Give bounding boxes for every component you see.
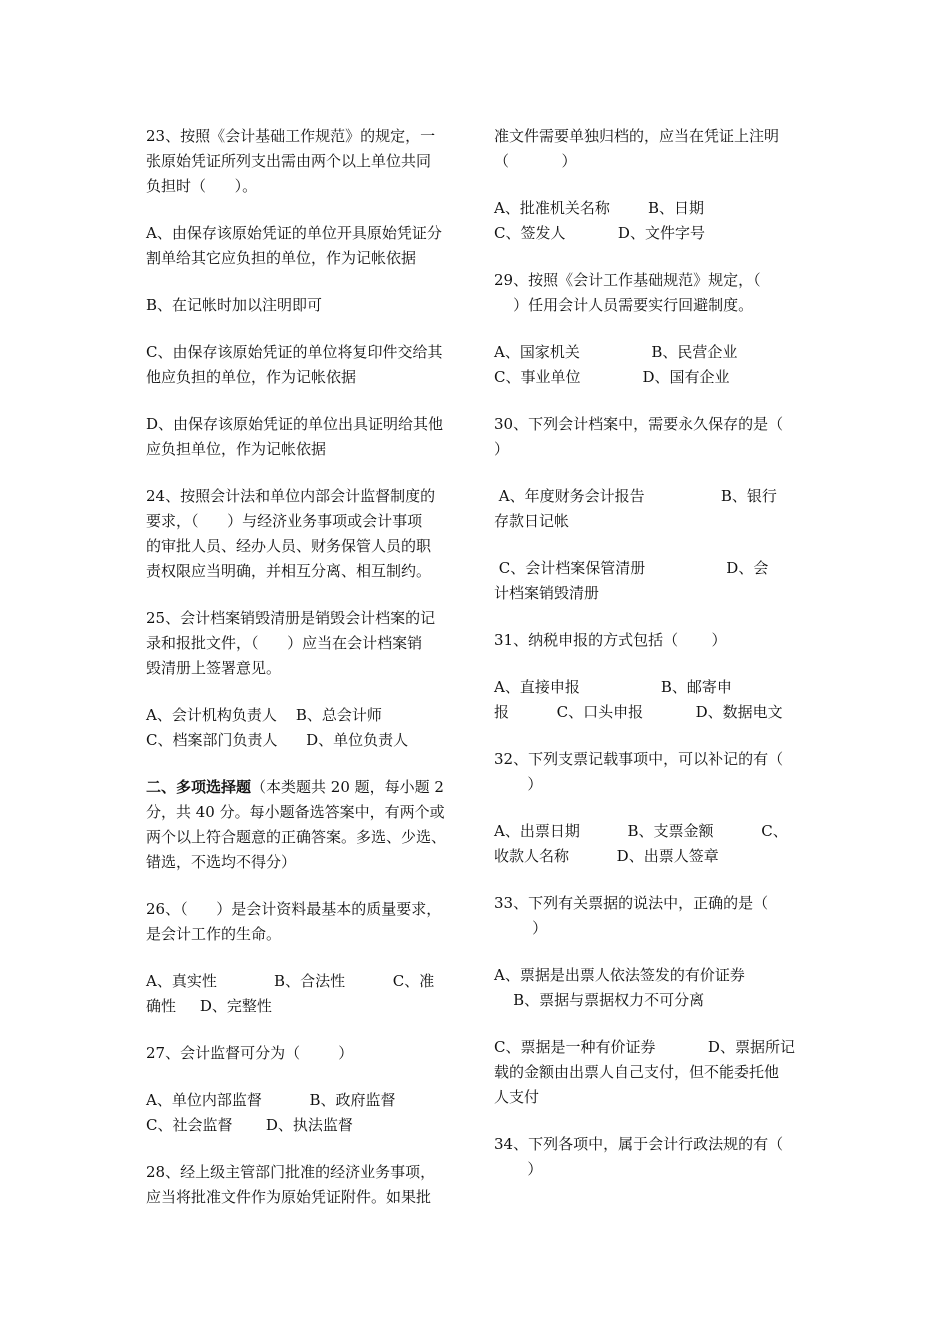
text-line: A、单位内部监督 B、政府监督: [146, 1091, 396, 1109]
text-line: 负担时（ ）。: [146, 177, 258, 195]
text-line: D、由保存该原始凭证的单位出具证明给其他: [146, 415, 444, 433]
text-line: B、在记帐时加以注明即可: [146, 296, 323, 314]
text-line: 毁清册上签署意见。: [146, 659, 282, 677]
text-line: C、签发人 D、文件字号: [494, 224, 705, 242]
text-line: 二、多项选择题（本类题共 20 题，每小题 2: [146, 778, 444, 796]
question-28: [146, 1160, 464, 1210]
option-a: [146, 221, 464, 271]
text-line: A、直接申报 B、邮寄申: [494, 678, 732, 696]
text-line: 确性 D、完整性: [146, 997, 272, 1015]
text-line: 收款人名称 D、出票人签章: [494, 847, 719, 865]
text-line: 错选，不选均不得分）: [146, 853, 297, 871]
text-line: C、事业单位 D、国有企业: [494, 368, 730, 386]
text-line: ）: [494, 919, 548, 937]
question-29: [494, 268, 812, 318]
options-30-ab: [494, 484, 812, 534]
text-line: C、档案部门负责人 D、单位负责人: [146, 731, 409, 749]
text-line: 割单给其它应负担的单位，作为记帐依据: [146, 249, 417, 267]
text-line: 25、会计档案销毁清册是销毁会计档案的记: [146, 609, 436, 627]
text-line: 32、下列支票记载事项中，可以补记的有（: [494, 750, 784, 768]
text-line: 张原始凭证所列支出需由两个以上单位共同: [146, 152, 432, 170]
text-line: A、年度财务会计报告 B、银行: [494, 487, 777, 505]
text-line: 分，共 40 分。每小题备选答案中，有两个或: [146, 803, 445, 821]
options-28: [494, 196, 812, 246]
option-c: [146, 340, 464, 390]
text-line: 要求，（ ）与经济业务事项或会计事项: [146, 512, 423, 530]
options-30-cd: [494, 556, 812, 606]
text-line: C、社会监督 D、执法监督: [146, 1116, 353, 1134]
text-line: 他应负担的单位，作为记帐依据: [146, 368, 357, 386]
question-23: [146, 124, 464, 199]
text-line: 应负担单位，作为记帐依据: [146, 440, 327, 458]
text-line: A、票据是出票人依法签发的有价证券: [494, 966, 745, 984]
text-line: 人支付: [494, 1088, 540, 1106]
options-33-cd: [494, 1035, 812, 1110]
question-34: [494, 1132, 812, 1182]
text-line: 存款日记帐: [494, 512, 570, 530]
text-line: C、由保存该原始凭证的单位将复印件交给其: [146, 343, 443, 361]
section-heading: [146, 775, 464, 875]
options-26: [146, 969, 464, 1019]
option-d: [146, 412, 464, 462]
text-line: （ ）: [494, 152, 577, 170]
left-column: [146, 124, 464, 1232]
options-27: [146, 1088, 464, 1138]
text-line: A、由保存该原始凭证的单位开具原始凭证分: [146, 224, 442, 242]
text-line: ）: [494, 1160, 543, 1178]
text-line: 的审批人员、经办人员、财务保管人员的职: [146, 537, 432, 555]
text-line: ）: [494, 775, 543, 793]
text-line: C、票据是一种有价证券 D、票据所记: [494, 1038, 795, 1056]
text-line: ）: [494, 440, 510, 458]
question-26: [146, 897, 464, 947]
text-line: 23、按照《会计基础工作规范》的规定，一: [146, 127, 436, 145]
option-b: [146, 293, 464, 318]
options-31: [494, 675, 812, 725]
text-line: 34、下列各项中，属于会计行政法规的有（: [494, 1135, 784, 1153]
text-line: 报 C、口头申报 D、数据电文: [494, 703, 783, 721]
question-24: [146, 484, 464, 584]
section-title: 二、多项选择题: [146, 778, 252, 796]
options-32: [494, 819, 812, 869]
text-line: 计档案销毁清册: [494, 584, 600, 602]
question-32: [494, 747, 812, 797]
text-line: A、国家机关 B、民营企业: [494, 343, 738, 361]
text-line: 31、纳税申报的方式包括（ ）: [494, 631, 727, 649]
question-28-continued: [494, 124, 812, 174]
text-line: 责权限应当明确，并相互分离、相互制约。: [146, 562, 432, 580]
question-27: [146, 1041, 464, 1066]
text-line: 两个以上符合题意的正确答案。多选、少选、: [146, 828, 447, 846]
text-line: 应当将批准文件作为原始凭证附件。如果批: [146, 1188, 432, 1206]
text-line: 载的金额由出票人自己支付，但不能委托他: [494, 1063, 780, 1081]
text-line: 29、按照《会计工作基础规范》规定，（: [494, 271, 761, 289]
text-line: 28、经上级主管部门批准的经济业务事项，: [146, 1163, 436, 1181]
options-29: [494, 340, 812, 390]
text-line: A、批准机关名称 B、日期: [494, 199, 705, 217]
options-33-ab: [494, 963, 812, 1013]
right-column: [494, 124, 812, 1204]
text-line: A、会计机构负责人 B、总会计师: [146, 706, 382, 724]
text-line: 是会计工作的生命。: [146, 925, 282, 943]
options-25: [146, 703, 464, 753]
text-line: A、真实性 B、合法性 C、准: [146, 972, 435, 990]
text-line: 24、按照会计法和单位内部会计监督制度的: [146, 487, 436, 505]
text-line: C、会计档案保管清册 D、会: [494, 559, 769, 577]
question-30: [494, 412, 812, 462]
text-line: B、票据与票据权力不可分离: [494, 991, 705, 1009]
text-line: 准文件需要单独归档的，应当在凭证上注明: [494, 127, 780, 145]
text-line: 26、（ ）是会计资料最基本的质量要求，: [146, 900, 442, 918]
text-line: 33、下列有关票据的说法中，正确的是（: [494, 894, 769, 912]
text-line: 录和报批文件，（ ）应当在会计档案销: [146, 634, 423, 652]
question-31: [494, 628, 812, 653]
text-line: 27、会计监督可分为（ ）: [146, 1044, 354, 1062]
text-line: 30、下列会计档案中，需要永久保存的是（: [494, 415, 784, 433]
text-line: ）任用会计人员需要实行回避制度。: [494, 296, 754, 314]
question-33: [494, 891, 812, 941]
question-25: [146, 606, 464, 681]
text-line: A、出票日期 B、支票金额 C、: [494, 822, 788, 840]
